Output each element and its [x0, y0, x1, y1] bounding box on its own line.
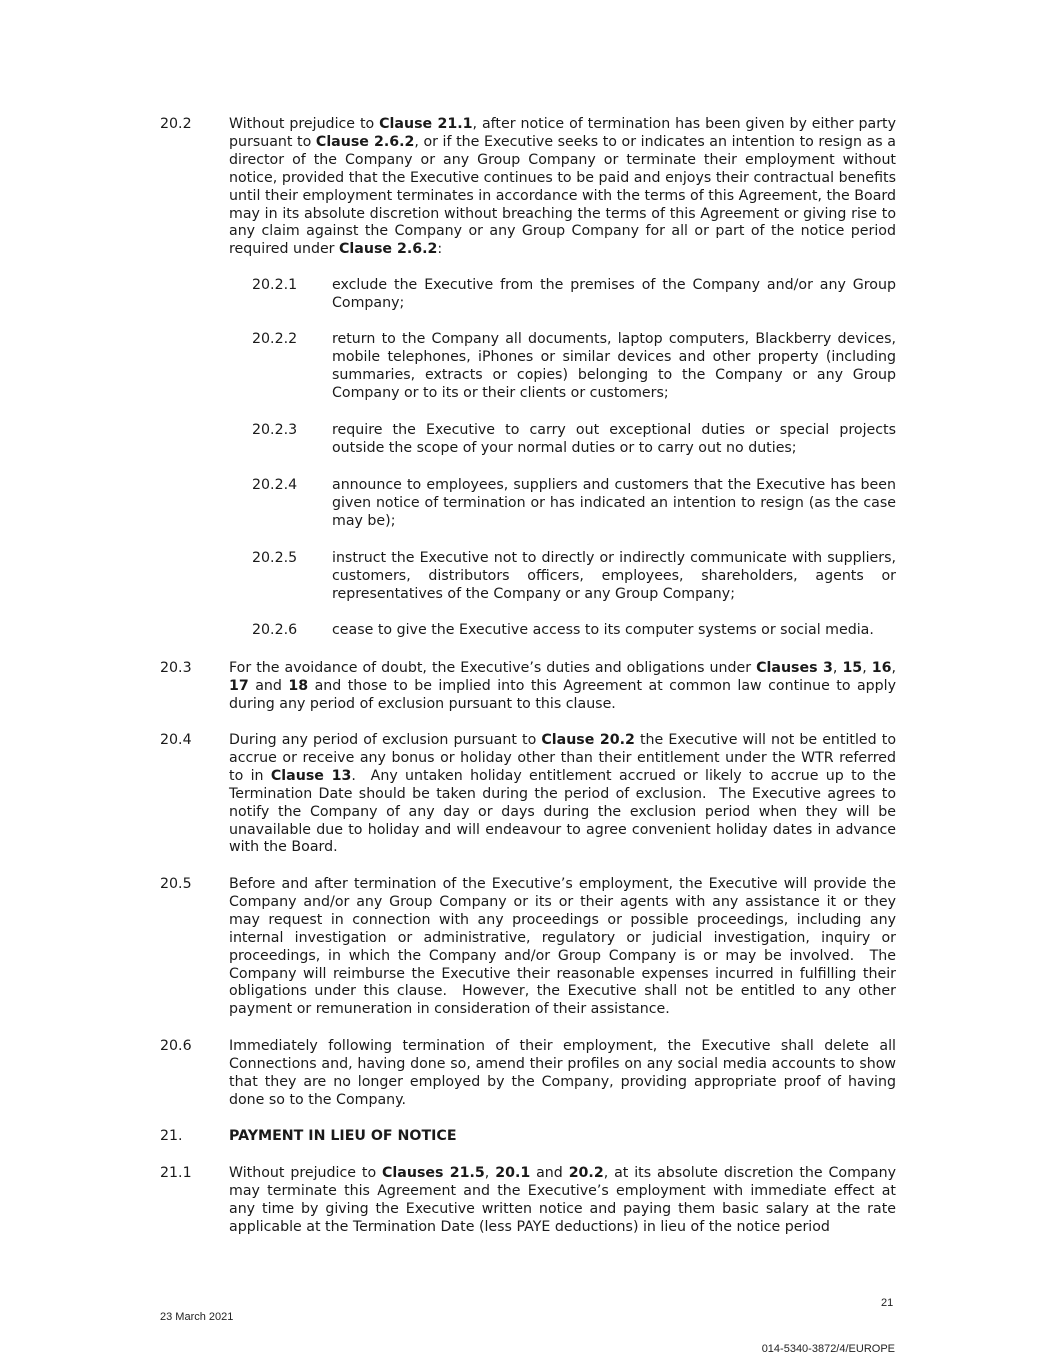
clause-text: [229, 116, 896, 259]
clause-text: instruct the Executive not to directly or indirectly communicate with suppliers, customers, distributors officers, employees, shareholders, agents or representatives of the Company or any Group Company;: [332, 550, 896, 602]
clause-reference: 20.1: [495, 1165, 531, 1181]
clause-text-segment: :: [437, 241, 443, 258]
clause-text-segment: . Any untaken holiday entitlement accrued or likely to accrue up to the Termination Date should be taken during the period of exclusion. The Executive agrees to notify the Company of any day or days during the exclusion period when they will be unavailable due to holiday and will endeavour to agree convenient holiday dates in advance with the Board.: [229, 767, 897, 856]
clause-text: [229, 1165, 896, 1237]
clause-text: [229, 1038, 896, 1110]
clause-number: 20.2: [160, 116, 192, 132]
clause-text-segment: and: [248, 677, 289, 694]
clause-text: cease to give the Executive access to its computer systems or social media.: [332, 622, 874, 638]
clause-number: 20.2.2: [252, 331, 298, 347]
clause-20-2-4: [252, 477, 896, 531]
clause-number: 20.2.6: [252, 622, 298, 638]
clause-text-segment: , at its absolute discretion the Company may terminate this Agreement and the Executive’s employment with immediate effect at any time by giving the Executive written notice and paying them basic salary at the rate applicable at the Termination Date (less PAYE deductions) in lieu of the notice period: [229, 1165, 897, 1235]
clause-text-segment: Without prejudice to: [229, 1165, 383, 1181]
clause-number: 21.1: [160, 1165, 192, 1181]
clause-number: 20.5: [160, 876, 192, 892]
clause-reference: 18: [288, 677, 309, 694]
clause-reference: Clause 2.6.2: [339, 241, 438, 258]
clause-text-segment: During any period of exclusion pursuant to: [229, 732, 542, 748]
clause-text-segment: , or if the Executive seeks to or indicates an intention to resign as a director of the Company or any Group Company or terminate their employment without notice, provided that the Executive continues to be paid and enjoys their contractual benefits until their employment terminates in accordance with the terms of this Agreement, the Board may in its absolute discretion without breaching the terms of this Agreement or giving rise to any claim against the Company or any Group Company for all or part of the notice period required under: [229, 133, 896, 258]
clause-20-6: [160, 1038, 896, 1110]
clause-number: 20.2.5: [252, 550, 298, 566]
clause-reference: Clause 13: [270, 767, 352, 784]
clause-text-segment: Before and after termination of the Executive’s employment, the Executive will provide the Company and/or any Group Company or its or their agents with any assistance it or they may request in connection with any proceedings or possible proceedings, including any internal investigation or administrative, regulatory or judicial investigation, inquiry or proceedings, in which the Company and/or Group Company is or may be involved. The Company will reimburse the Executive their reasonable expenses incurred in fulfilling their obligations under this clause. However, the Executive shall not be entitled to any other payment or remuneration in consideration of their assistance.: [229, 876, 896, 1018]
clause-text: exclude the Executive from the premises of the Company and/or any Group Company;: [332, 277, 896, 311]
clause-text: [229, 732, 896, 857]
clause-text: require the Executive to carry out exceptional duties or special projects outside the scope of your normal duties or to carry out no duties;: [332, 422, 896, 456]
clause-20-2-6: [252, 622, 896, 640]
clause-text-segment: For the avoidance of doubt, the Executive’s duties and obligations under: [229, 660, 757, 676]
clause-reference: Clause 20.2: [541, 732, 635, 748]
clause-20-2-1: [252, 277, 896, 313]
footer-date: 23 March 2021: [160, 1311, 234, 1323]
clause-20-5: [160, 876, 896, 1019]
footer-doc-ref: 014-5340-3872/4/EUROPE: [761, 1343, 895, 1355]
clause-number: 20.6: [160, 1038, 192, 1054]
clause-20-3: [160, 660, 896, 714]
clause-number: 20.2.4: [252, 477, 298, 493]
clause-text: [229, 660, 896, 714]
clause-text-segment: ,: [484, 1165, 496, 1181]
clause-text-segment: and those to be implied into this Agreement at common law continue to apply during any period of exclusion pursuant to this clause.: [229, 677, 896, 712]
clause-number: 20.4: [160, 732, 192, 748]
clause-reference: Clauses 3: [756, 660, 833, 676]
clause-text: return to the Company all documents, laptop computers, Blackberry devices, mobile telephones, iPhones or similar devices and other property (including summaries, extracts or copies) belonging to the Company or any Group Company or to its or their clients or customers;: [332, 331, 896, 401]
clause-text-segment: Without prejudice to: [229, 116, 380, 132]
clause-reference: 15: [842, 660, 863, 676]
clause-text-segment: Immediately following termination of their employment, the Executive shall delete all Connections and, having done so, amend their profiles on any social media accounts to show that they are no longer employed by the Company, providing appropriate proof of having done so to the Company.: [229, 1038, 896, 1108]
clause-reference: 17: [229, 677, 249, 694]
clause-reference: Clause 2.6.2: [315, 133, 415, 150]
clause-20-2-3: [252, 422, 896, 458]
clause-reference: Clause 21.1: [379, 116, 473, 132]
clause-20-2: [160, 116, 896, 259]
clause-20-2-5: [252, 550, 896, 604]
clause-text-segment: ,: [832, 660, 843, 676]
clause-21-1: [160, 1165, 896, 1237]
clause-text-segment: ,: [891, 660, 896, 676]
clause-text-segment: , after notice of termination has been given by either party pursuant to: [229, 116, 897, 150]
clause-reference: 16: [871, 660, 892, 676]
clause-number: 21.: [160, 1128, 183, 1144]
clause-text: announce to employees, suppliers and customers that the Executive has been given notice of termination or has indicated an intention to resign (as the case may be);: [332, 477, 896, 529]
clause-text: [229, 876, 896, 1019]
clause-number: 20.3: [160, 660, 192, 676]
clause-20-2-2: [252, 331, 896, 403]
clause-text-segment: ,: [862, 660, 872, 676]
clause-number: 20.2.1: [252, 277, 298, 293]
section-heading: PAYMENT IN LIEU OF NOTICE: [229, 1128, 457, 1144]
clause-21-heading: [160, 1128, 896, 1146]
clause-text-segment: and: [530, 1165, 569, 1181]
clause-reference: Clauses 21.5: [382, 1165, 485, 1181]
clause-20-4: [160, 732, 896, 857]
clause-reference: 20.2: [568, 1165, 604, 1181]
clause-text-segment: the Executive will not be entitled to accrue or receive any bonus or holiday other than their entitlement under the WTR referred to in: [229, 732, 897, 784]
page-number: 21: [881, 1297, 894, 1309]
clause-number: 20.2.3: [252, 422, 298, 438]
